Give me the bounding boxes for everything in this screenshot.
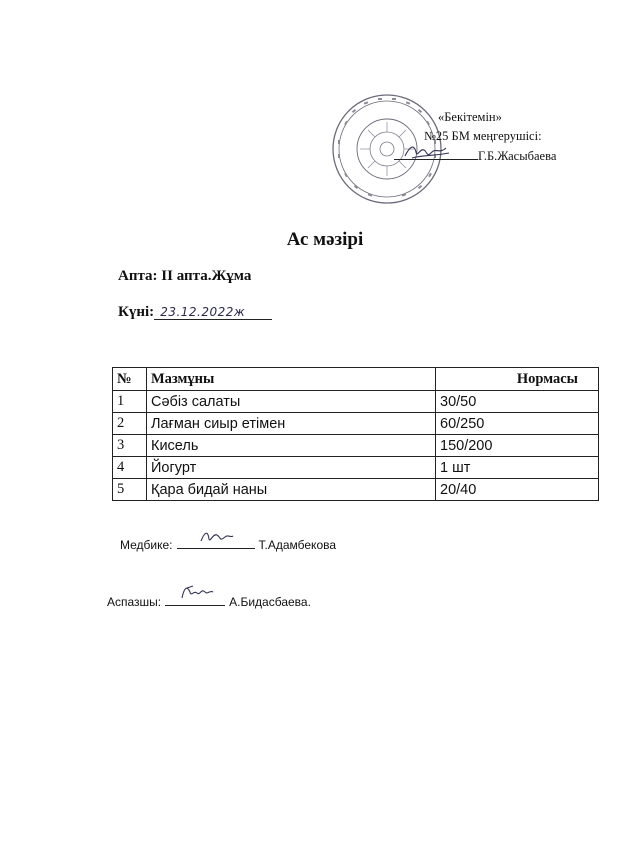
- cook-name: А.Бидасбаева.: [229, 595, 311, 609]
- row-content: Сәбіз салаты: [147, 391, 436, 413]
- table-header-row: [113, 368, 599, 391]
- row-norm: 1 шт: [436, 457, 599, 479]
- cook-label: Аспазшы:: [107, 595, 162, 609]
- nurse-signature-line: [120, 535, 336, 552]
- cook-signature-blank: [165, 592, 225, 606]
- column-header-num: №: [113, 368, 147, 391]
- row-num: 5: [113, 479, 147, 501]
- column-header-content: Мазмұны: [147, 368, 436, 391]
- cook-signature-line: [107, 592, 311, 609]
- table-row: [113, 457, 599, 479]
- row-num: 4: [113, 457, 147, 479]
- table-row: [113, 391, 599, 413]
- table-row: [113, 413, 599, 435]
- row-num: 2: [113, 413, 147, 435]
- page-title: Ас мәзірі: [286, 229, 364, 250]
- row-num: 1: [113, 391, 147, 413]
- approval-signature-blank: [394, 146, 478, 160]
- nurse-signature-blank: [177, 535, 255, 549]
- nurse-label: Медбике:: [120, 538, 173, 552]
- row-content: Лағман сиыр етімен: [147, 413, 436, 435]
- day-line: [118, 304, 272, 321]
- row-num: 3: [113, 435, 147, 457]
- menu-table: [112, 367, 599, 501]
- row-content: Йогурт: [147, 457, 436, 479]
- row-norm: 150/200: [436, 435, 599, 457]
- row-norm: 20/40: [436, 479, 599, 501]
- table-row: [113, 435, 599, 457]
- row-norm: 30/50: [436, 391, 599, 413]
- nurse-signature-icon: [199, 527, 235, 547]
- week-label: Апта: II апта.Жұма: [118, 268, 252, 284]
- table-row: [113, 479, 599, 501]
- day-label: Күні:: [118, 304, 155, 320]
- column-header-norm: Нормасы: [436, 368, 599, 391]
- row-norm: 60/250: [436, 413, 599, 435]
- row-content: Кисель: [147, 435, 436, 457]
- approval-heading: «Бекітемін»: [438, 110, 502, 124]
- approval-signature-line: [394, 146, 556, 166]
- day-value: 23.12.2022ж: [154, 305, 272, 320]
- nurse-name: Т.Адамбекова: [258, 538, 337, 552]
- cook-signature-icon: [179, 582, 215, 604]
- approval-position: №25 БМ меңгерушісі:: [424, 129, 542, 143]
- row-content: Қара бидай наны: [147, 479, 436, 501]
- approver-name: Г.Б.Жасыбаева: [478, 149, 557, 163]
